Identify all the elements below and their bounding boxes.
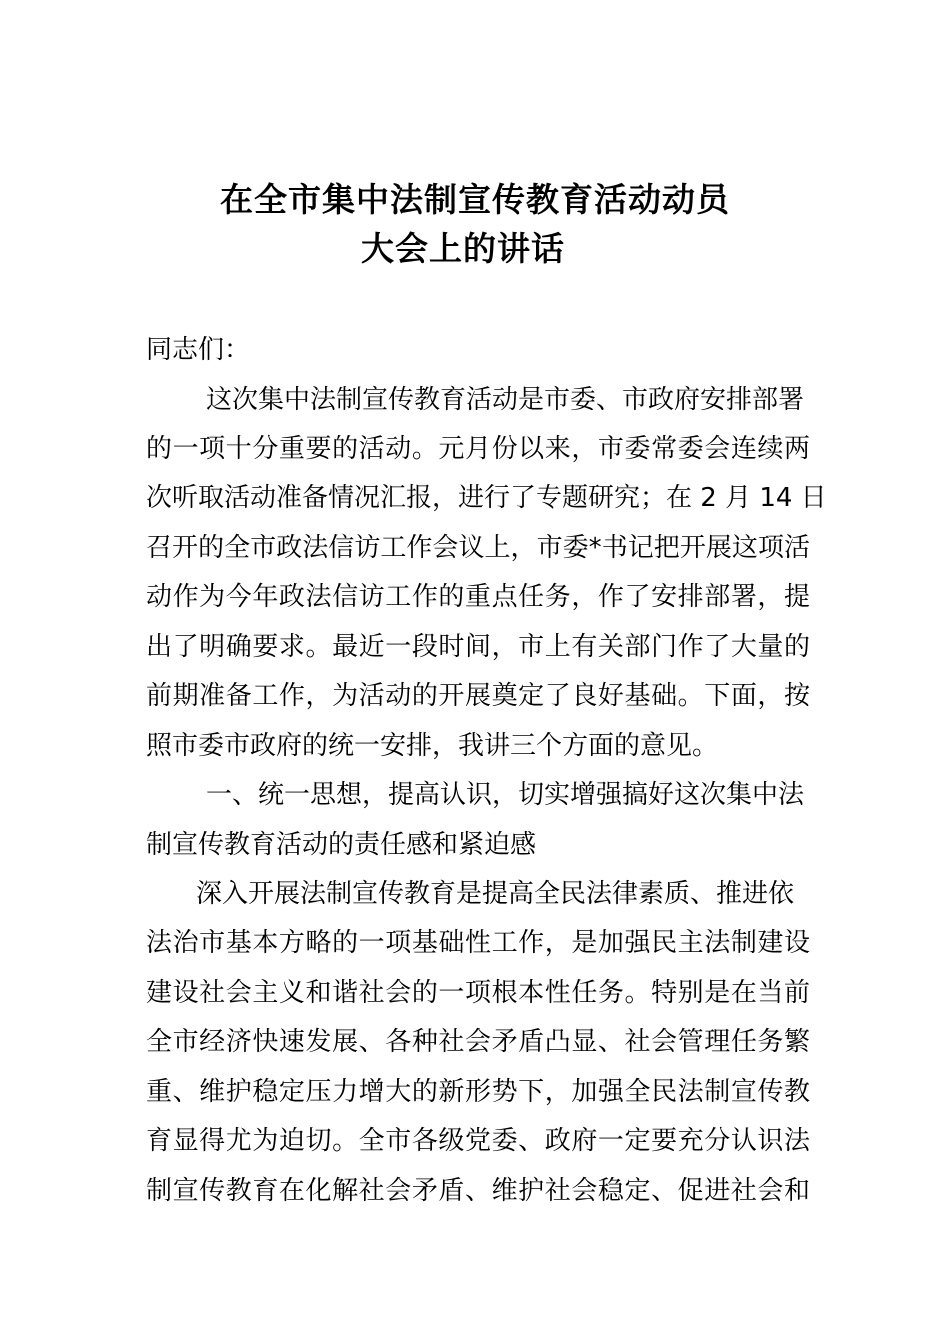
- paragraph-2-line-4: 全市经济快速发展、各种社会矛盾凸显、社会管理任务繁: [146, 1027, 810, 1057]
- paragraph-1-line-5: 动作为今年政法信访工作的重点任务，作了安排部署，提: [146, 582, 810, 612]
- section-heading-line-1: 一、统一思想，提高认识，切实增强搞好这次集中法: [206, 780, 805, 810]
- document-title-line-1: 在全市集中法制宣传教育活动动员: [220, 180, 730, 219]
- paragraph-1-line-6: 出了明确要求。最近一段时间，市上有关部门作了大量的: [146, 632, 810, 662]
- greeting: 同志们：: [146, 335, 251, 365]
- paragraph-2-line-7: 制宣传教育在化解社会矛盾、维护社会稳定、促进社会和: [146, 1176, 810, 1206]
- document-title-line-2: 大会上的讲话: [361, 229, 565, 268]
- paragraph-1-line-7: 前期准备工作，为活动的开展奠定了良好基础。下面，按: [146, 681, 810, 711]
- paragraph-1-line-8: 照市委市政府的统一安排，我讲三个方面的意见。: [146, 731, 719, 761]
- paragraph-1-line-1: 这次集中法制宣传教育活动是市委、市政府安排部署: [206, 385, 805, 415]
- paragraph-2-line-3: 建设社会主义和谐社会的一项根本性任务。特别是在当前: [146, 978, 810, 1008]
- section-heading-line-2: 制宣传教育活动的责任感和紧迫感: [146, 830, 537, 860]
- paragraph-2-line-5: 重、维护稳定压力增大的新形势下，加强全民法制宣传教: [146, 1077, 810, 1107]
- paragraph-1-line-3: 次听取活动准备情况汇报，进行了专题研究；在 2 月 14 日: [146, 483, 827, 513]
- paragraph-1-line-2: 的一项十分重要的活动。元月份以来，市委常委会连续两: [146, 434, 810, 464]
- paragraph-1-line-4: 召开的全市政法信访工作会议上，市委*书记把开展这项活: [146, 533, 810, 563]
- paragraph-2-line-2: 法治市基本方略的一项基础性工作，是加强民主法制建设: [146, 928, 810, 958]
- paragraph-2-line-6: 育显得尤为迫切。全市各级党委、政府一定要充分认识法: [146, 1126, 810, 1156]
- paragraph-2-line-1: 深入开展法制宣传教育是提高全民法律素质、推进依: [196, 879, 795, 909]
